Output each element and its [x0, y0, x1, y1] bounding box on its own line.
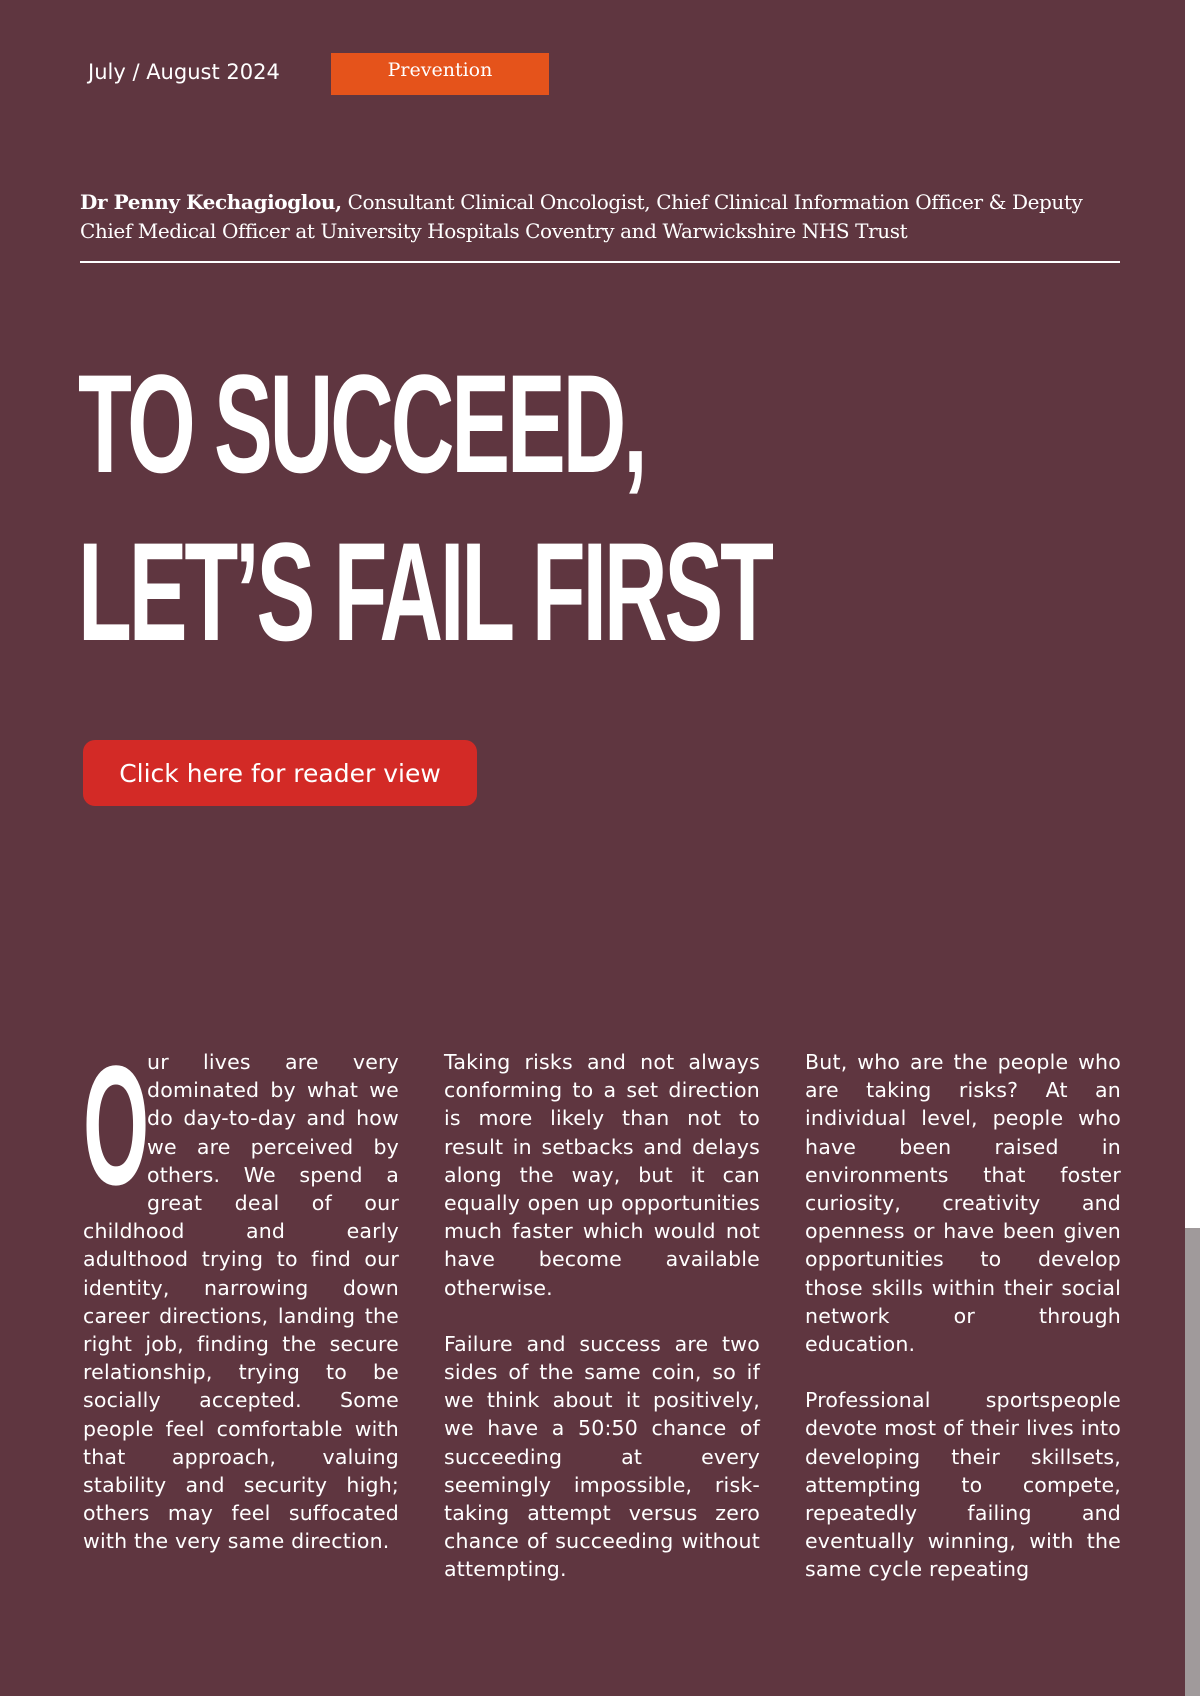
headline-line-1: TO SUCCEED, — [78, 345, 645, 502]
article-column-1 — [83, 1031, 399, 1584]
byline — [80, 188, 1120, 246]
article-paragraph: Failure and success are two sides of the same coin, so if we think about it positively, we have a 50:50 chance of succeeding at every seemingly impossible, risk-taking attempt versus zero chance of succeeding without attempting. — [444, 1331, 760, 1582]
byline-role: Consultant Clinical Oncologist, Chief Clinical Information Officer & Deputy Chief Medical Officer at University Hospitals Coventry and Warwickshire NHS Trust — [80, 190, 1083, 243]
article-column-2 — [444, 1048, 760, 1612]
article-paragraph: But, who are the people who are taking risks? At an individual level, people who have been raised in environments that foster curiosity, creativity and openness or have been given opportunities to develop those skills within their social network or through education. — [805, 1050, 1121, 1357]
article-paragraph: Professional sportspeople devote most of their lives into developing their skillsets, attempting to compete, repeatedly failing and eventually winning, with the same cycle repeating — [805, 1388, 1121, 1582]
headline-line-2: LET’S FAIL FIRST — [78, 513, 771, 670]
drop-cap: O — [83, 1031, 150, 1221]
article-paragraph: Taking risks and not always conforming to a set direction is more likely than not to result in setbacks and delays along the way, but it can equally open up opportunities much faster which would not have become available otherwise. — [444, 1050, 760, 1300]
byline-author: Dr Penny Kechagioglou, — [80, 190, 342, 214]
page-title — [78, 340, 771, 676]
scrollbar[interactable] — [1185, 0, 1200, 1696]
article-paragraph — [83, 1031, 399, 1556]
reader-view-button[interactable]: Click here for reader view — [83, 740, 477, 806]
issue-date: July / August 2024 — [88, 60, 280, 84]
article-column-3 — [805, 1048, 1121, 1612]
divider — [80, 261, 1120, 263]
scrollbar-thumb[interactable] — [1185, 1228, 1200, 1696]
paragraph-text: ur lives are very dominated by what we do day-to-day and how we are perceived by others. We spend a great deal of our childhood and early adulthood trying to find our identity, narrowing down career directions, landing the right job, finding the secure relationship, trying to be socially accepted. Some people feel comfortable with that approach, valuing stability and security high; others may feel suffocated with the very same direction. — [83, 1050, 399, 1554]
category-tag[interactable]: Prevention — [331, 53, 549, 95]
